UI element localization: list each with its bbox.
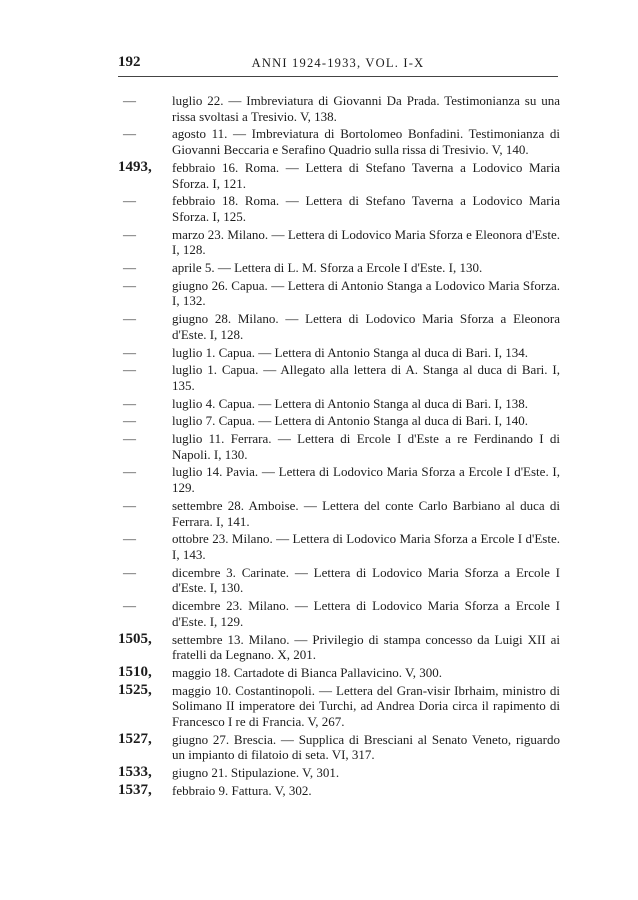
ditto-dash: — xyxy=(123,126,136,142)
entry-text: maggio 10. Costantinopoli. — Lettera del Gran-visir Ibrhaim, ministro di Solimano II imperatore dei Turchi, ad Andrea Doria circa il rapimento di Francesco I re di Francia. V, 267. xyxy=(172,682,560,730)
list-item xyxy=(118,93,560,124)
list-item xyxy=(118,260,560,276)
list-item xyxy=(118,431,560,462)
list-item xyxy=(118,278,560,309)
entry-text: giugno 27. Brescia. — Supplica di Bresciani al Senato Veneto, riguardo un impianto di filatoio di seta. VI, 317. xyxy=(172,731,560,763)
list-item xyxy=(118,160,560,191)
entry-year: 1533, xyxy=(118,764,152,781)
ditto-dash: — xyxy=(123,395,136,411)
entry-text: luglio 11. Ferrara. — Lettera di Ercole I d'Este a re Ferdinando I di Napoli. I, 130. xyxy=(172,431,560,462)
entry-year: 1525, xyxy=(118,681,152,698)
entry-text: giugno 21. Stipulazione. V, 301. xyxy=(172,765,340,781)
ditto-dash: — xyxy=(123,531,136,547)
list-item xyxy=(118,783,560,799)
entry-text: aprile 5. — Lettera di L. M. Sforza a Ercole I d'Este. I, 130. xyxy=(172,260,483,276)
entry-year: 1493, xyxy=(118,158,152,175)
ditto-dash: — xyxy=(123,311,136,327)
ditto-dash: — xyxy=(123,193,136,209)
header-rule xyxy=(118,76,558,77)
ditto-dash: — xyxy=(123,464,136,480)
list-item xyxy=(118,732,560,763)
entry-text: febbraio 9. Fattura. V, 302. xyxy=(172,782,312,798)
entry-text: giugno 26. Capua. — Lettera di Antonio Stanga a Lodovico Maria Sforza. I, 132. xyxy=(172,277,560,309)
ditto-dash: — xyxy=(123,564,136,580)
ditto-dash: — xyxy=(123,344,136,360)
list-item xyxy=(118,311,560,342)
list-item xyxy=(118,531,560,562)
entry-text: luglio 1. Capua. — Allegato alla lettera di A. Stanga al duca di Bari. I, 135. xyxy=(172,362,560,393)
running-title: ANNI 1924-1933, VOL. I-X xyxy=(251,56,425,70)
entry-year: 1510, xyxy=(118,663,152,680)
list-item xyxy=(118,665,560,681)
entry-list xyxy=(118,93,560,801)
entry-text: agosto 11. — Imbreviatura di Bortolomeo Bonfadini. Testimonianza di Giovanni Beccaria e Serafino Quadrio sulla rissa di Tresivio. V, 140. xyxy=(172,126,560,158)
list-item xyxy=(118,565,560,596)
entry-text: febbraio 18. Roma. — Lettera di Stefano Taverna a Lodovico Maria Sforza. I, 125. xyxy=(172,193,560,224)
list-item xyxy=(118,464,560,495)
list-item xyxy=(118,193,560,224)
entry-year: 1505, xyxy=(118,630,152,647)
entry-text: luglio 7. Capua. — Lettera di Antonio Stanga al duca di Bari. I, 140. xyxy=(172,413,528,429)
page-header xyxy=(118,54,558,74)
list-item xyxy=(118,765,560,781)
entry-text: luglio 1. Capua. — Lettera di Antonio Stanga al duca di Bari. I, 134. xyxy=(172,344,528,360)
entry-text: giugno 28. Milano. — Lettera di Lodovico Maria Sforza a Eleonora d'Este. I, 128. xyxy=(172,311,560,342)
entry-text: dicembre 3. Carinate. — Lettera di Lodovico Maria Sforza a Ercole I d'Este. I, 130. xyxy=(172,564,560,596)
ditto-dash: — xyxy=(123,277,136,293)
list-item xyxy=(118,598,560,629)
entry-year: 1527, xyxy=(118,730,152,747)
list-item xyxy=(118,396,560,412)
list-item xyxy=(118,345,560,361)
entry-text: settembre 28. Amboise. — Lettera del conte Carlo Barbiano al duca di Ferrara. I, 141. xyxy=(172,497,560,529)
entry-text: luglio 14. Pavia. — Lettera di Lodovico Maria Sforza a Ercole I d'Este. I, 129. xyxy=(172,464,560,496)
ditto-dash: — xyxy=(123,413,136,429)
page-number: 192 xyxy=(118,54,141,70)
ditto-dash: — xyxy=(123,93,136,108)
entry-text: settembre 13. Milano. — Privilegio di stampa concesso da Luigi XII ai fratelli da Legnano. X, 201. xyxy=(172,631,560,663)
ditto-dash: — xyxy=(123,362,136,378)
entry-year: 1537, xyxy=(118,781,152,798)
ditto-dash: — xyxy=(123,497,136,513)
entry-text: luglio 4. Capua. — Lettera di Antonio Stanga al duca di Bari. I, 138. xyxy=(172,395,528,411)
ditto-dash: — xyxy=(123,431,136,447)
entry-text: febbraio 16. Roma. — Lettera di Stefano Taverna a Lodovico Maria Sforza. I, 121. xyxy=(172,159,560,191)
ditto-dash: — xyxy=(123,260,136,276)
list-item xyxy=(118,498,560,529)
ditto-dash: — xyxy=(123,598,136,614)
list-item xyxy=(118,413,560,429)
list-item xyxy=(118,362,560,393)
list-item xyxy=(118,683,560,730)
entry-text: maggio 18. Cartadote di Bianca Pallavicino. V, 300. xyxy=(172,664,442,680)
list-item xyxy=(118,126,560,157)
entry-text: ottobre 23. Milano. — Lettera di Lodovico Maria Sforza a Ercole I d'Este. I, 143. xyxy=(172,531,560,562)
list-item xyxy=(118,227,560,258)
entry-text: dicembre 23. Milano. — Lettera di Lodovico Maria Sforza a Ercole I d'Este. I, 129. xyxy=(172,598,560,629)
entry-text: marzo 23. Milano. — Lettera di Lodovico Maria Sforza e Eleonora d'Este. I, 128. xyxy=(172,226,560,258)
entry-text: luglio 22. — Imbreviatura di Giovanni Da Prada. Testimonianza su una rissa svoltasi a Tresivio. V, 138. xyxy=(172,93,560,124)
list-item xyxy=(118,632,560,663)
ditto-dash: — xyxy=(123,226,136,242)
